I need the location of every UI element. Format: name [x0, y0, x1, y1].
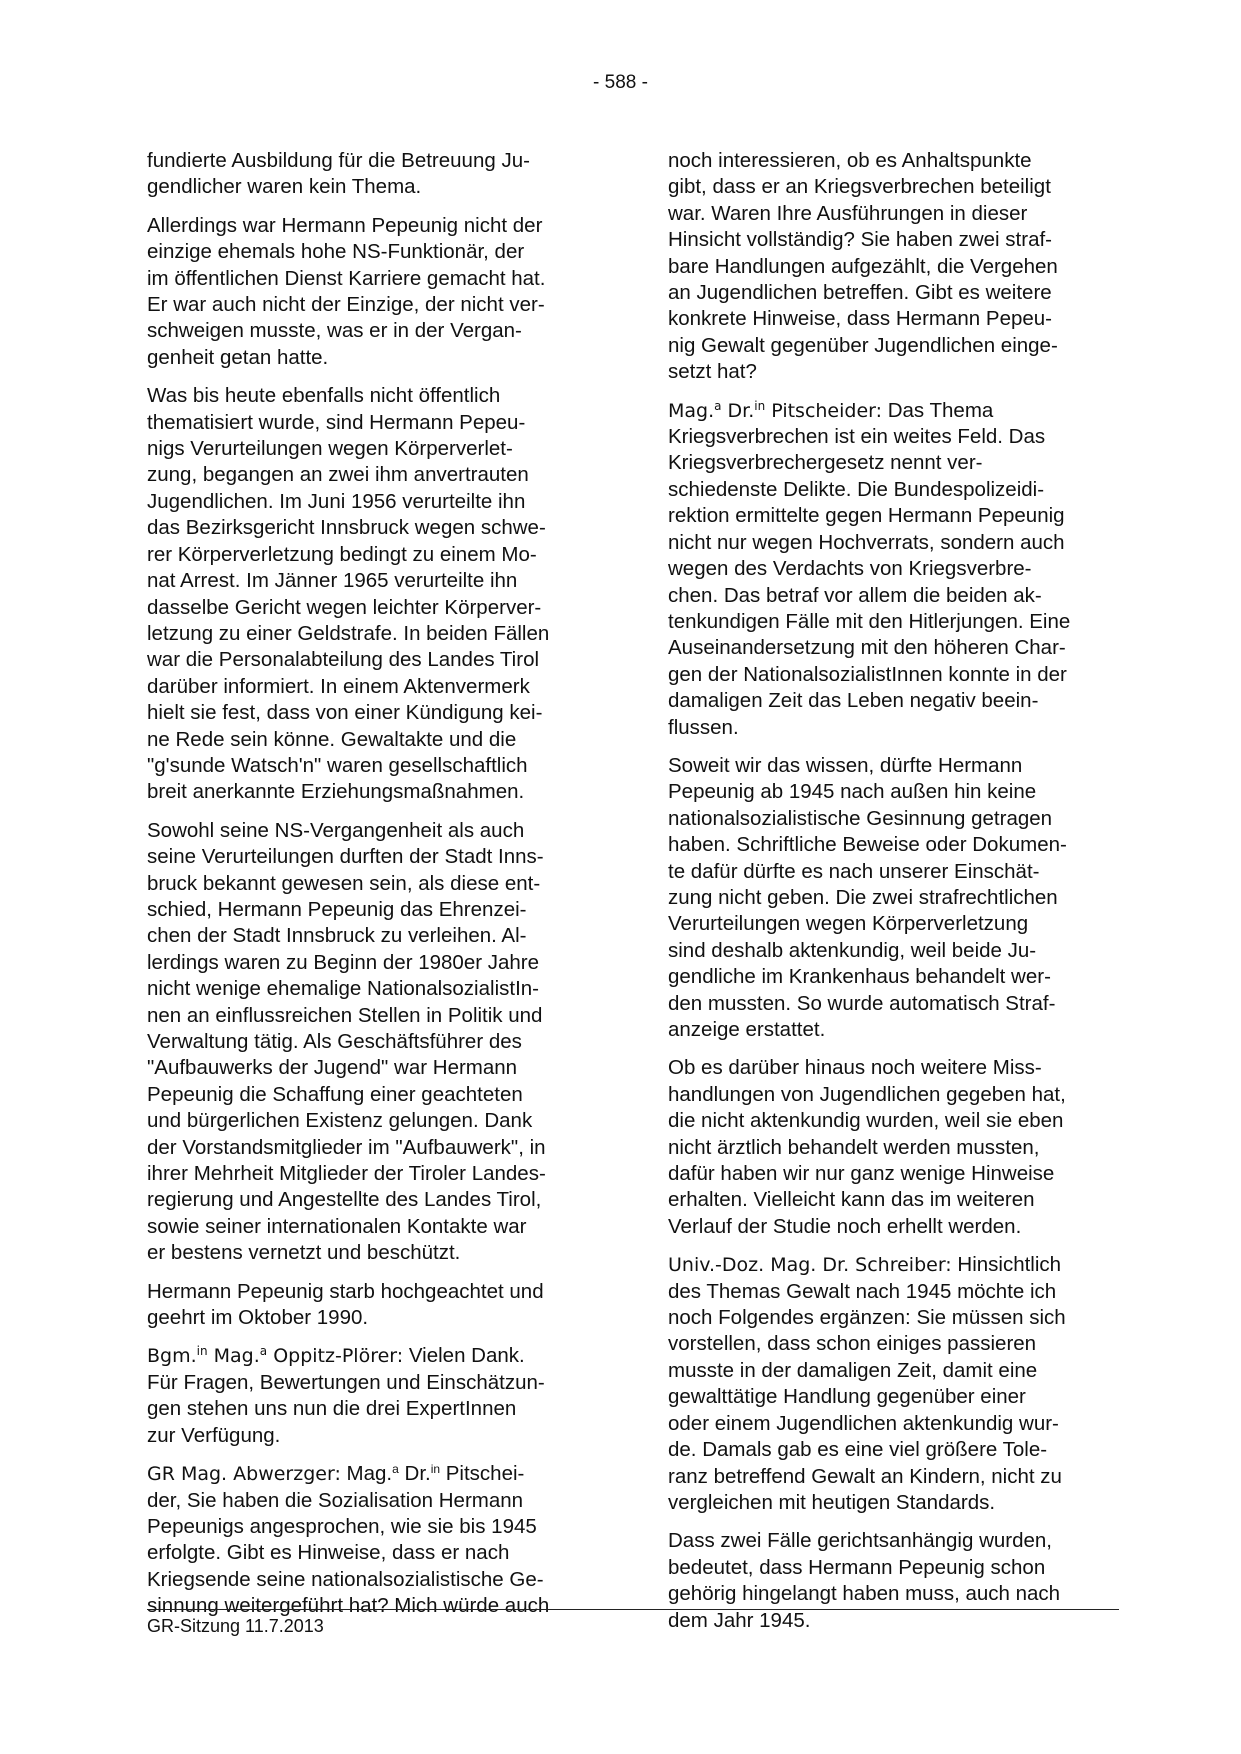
- text-line: anzeige erstattet.: [668, 1018, 826, 1041]
- text-line: Pepeunigs angesprochen, wie sie bis 1945: [147, 1514, 537, 1538]
- text-line: den mussten. So wurde automatisch Straf-: [668, 991, 1056, 1015]
- text-line: thematisiert wurde, sind Hermann Pepeu-: [147, 410, 526, 434]
- text-line: Pepeunig ab 1945 nach außen hin keine: [668, 780, 1037, 804]
- paragraph: [668, 1528, 1118, 1634]
- speaker-name: Univ.-Doz. Mag. Dr. Schreiber:: [668, 1254, 952, 1277]
- speaker-name: GR Mag. Abwerzger:: [147, 1463, 341, 1486]
- text-line: Verlauf der Studie noch erhellt werden.: [668, 1214, 1022, 1238]
- text-line: nicht wenige ehemalige NationalsozialistIn-: [147, 977, 539, 1001]
- text-line: Dass zwei Fälle gerichtsanhängig wurden,: [668, 1529, 1053, 1553]
- text-line: musste in der damaligen Zeit, damit eine: [668, 1358, 1038, 1382]
- text-line: Verwaltung tätig. Als Geschäftsführer des: [147, 1030, 522, 1053]
- text-line: war die Personalabteilung des Landes Tirol: [147, 648, 540, 672]
- text-line: gendlicher waren kein Thema.: [147, 175, 422, 199]
- text-line: gewalttätige Handlung gegenüber einer: [668, 1385, 1026, 1409]
- text-line: haben. Schriftliche Beweise oder Dokumen-: [668, 833, 1067, 857]
- paragraph: [147, 383, 597, 806]
- text-line: ne Rede sein könne. Gewaltakte und die: [147, 727, 517, 751]
- text-line: Kriegsverbrechergesetz nennt ver-: [668, 451, 983, 475]
- text-line: einzige ehemals hohe NS-Funktionär, der: [147, 240, 525, 264]
- speaker-text: Dr.: [721, 399, 755, 422]
- paragraph-text: Vielen Dank.: [403, 1344, 525, 1368]
- speaker-text: Mag.: [207, 1345, 260, 1368]
- text-line: "g'sunde Watsch'n" waren gesellschaftlich: [147, 753, 528, 777]
- text-line: Was bis heute ebenfalls nicht öffentlich: [147, 384, 501, 408]
- text-line: nationalsozialistische Gesinnung getragen: [668, 806, 1053, 830]
- speaker-text: Oppitz-Plörer:: [267, 1345, 404, 1368]
- text-line: Soweit wir das wissen, dürfte Hermann: [668, 753, 1023, 777]
- text-line: oder einem Jugendlichen aktenkundig wur-: [668, 1411, 1059, 1435]
- text-line: vergleichen mit heutigen Standards.: [668, 1490, 996, 1514]
- text-line: chen der Stadt Innsbruck zu verleihen. Al-: [147, 924, 527, 948]
- text-line: sinnung weitergeführt hat? Mich würde auch: [147, 1594, 550, 1618]
- text-line: Sowohl seine NS-Vergangenheit als auch: [147, 818, 525, 842]
- paragraph-lines: [668, 425, 1070, 738]
- paragraph-text: Pitschei-: [440, 1462, 525, 1486]
- footer-session-date: GR-Sitzung 11.7.2013: [147, 1616, 324, 1636]
- text-line: Jugendlichen. Im Juni 1956 verurteilte ihn: [147, 489, 526, 513]
- speaker-text: Mag.: [668, 399, 715, 422]
- text-line: erhalten. Vielleicht kann das im weiteren: [668, 1188, 1035, 1212]
- paragraph: [668, 148, 1118, 386]
- text-line: noch Folgendes ergänzen: Sie müssen sich: [668, 1306, 1066, 1330]
- text-line: te dafür dürfte es nach unserer Einschät-: [668, 859, 1040, 883]
- text-line: dasselbe Gericht wegen leichter Körperver-: [147, 595, 542, 619]
- text-line: bruck bekannt gewesen sein, als diese ent-: [147, 871, 541, 895]
- speaker-text: Bgm.: [147, 1345, 197, 1368]
- text-line: nig Gewalt gegenüber Jugendlichen einge-: [668, 333, 1058, 357]
- text-line: Pepeunig die Schaffung einer geachteten: [147, 1082, 523, 1106]
- text-line: nen an einflussreichen Stellen in Politik und: [147, 1003, 543, 1027]
- page-number: - 588 -: [593, 72, 648, 93]
- text-line: handlungen von Jugendlichen gegeben hat,: [668, 1082, 1066, 1106]
- text-line: darüber informiert. In einem Aktenvermerk: [147, 674, 530, 698]
- paragraph-lines: [147, 1371, 545, 1447]
- text-line: sind deshalb aktenkundig, weil beide Ju-: [668, 938, 1037, 962]
- footer-divider: [147, 1609, 1119, 1610]
- text-line: gibt, dass er an Kriegsverbrechen beteiligt: [668, 175, 1051, 199]
- speaker-paragraph: [668, 398, 1118, 741]
- text-line: fundierte Ausbildung für die Betreuung Ju-: [147, 149, 530, 172]
- paragraph-text: Hinsichtlich: [951, 1253, 1062, 1277]
- text-line: war. Waren Ihre Ausführungen in dieser: [668, 201, 1028, 225]
- text-line: chen. Das betraf vor allem die beiden ak-: [668, 583, 1042, 607]
- text-line: im öffentlichen Dienst Karriere gemacht hat.: [147, 266, 546, 290]
- text-line: setzt hat?: [668, 360, 757, 384]
- superscript: in: [754, 398, 766, 413]
- text-line: ranz betreffend Gewalt an Kindern, nicht zu: [668, 1464, 1062, 1488]
- superscript: in: [196, 1344, 208, 1359]
- text-line: zur Verfügung.: [147, 1423, 281, 1447]
- text-line: Allerdings war Hermann Pepeunig nicht der: [147, 213, 543, 237]
- text-line: bare Handlungen aufgezählt, die Vergehen: [668, 254, 1058, 278]
- text-line: geehrt im Oktober 1990.: [147, 1306, 369, 1330]
- text-line: gen stehen uns nun die drei ExpertInnen: [147, 1397, 517, 1421]
- text-line: breit anerkannte Erziehungsmaßnahmen.: [147, 780, 525, 804]
- right-column: [668, 148, 1118, 1646]
- text-line: nicht nur wegen Hochverrats, sondern auch: [668, 530, 1065, 554]
- paragraph-text: Mag.: [340, 1462, 393, 1486]
- text-line: hielt sie fest, dass von einer Kündigung kei-: [147, 701, 543, 725]
- text-line: Kriegsende seine nationalsozialistische Ge-: [147, 1567, 544, 1591]
- text-line: tenkundigen Fälle mit den Hitlerjungen. Eine: [668, 609, 1071, 633]
- paragraph: [147, 148, 597, 201]
- paragraph: [668, 1055, 1118, 1240]
- text-line: Hinsicht vollständig? Sie haben zwei straf-: [668, 228, 1052, 252]
- text-line: noch interessieren, ob es Anhaltspunkte: [668, 149, 1032, 172]
- text-line: zung nicht geben. Die zwei strafrechtlichen: [668, 885, 1058, 909]
- text-line: schied, Hermann Pepeunig das Ehrenzei-: [147, 897, 527, 921]
- text-line: nigs Verurteilungen wegen Körperverlet-: [147, 437, 513, 461]
- paragraph: [147, 818, 597, 1267]
- text-line: des Themas Gewalt nach 1945 möchte ich: [668, 1279, 1057, 1303]
- speaker-paragraph: [668, 1252, 1118, 1516]
- paragraph-text: Dr.: [398, 1462, 431, 1486]
- text-line: erfolgte. Gibt es Hinweise, dass er nach: [147, 1541, 510, 1565]
- text-line: die nicht aktenkundig wurden, weil sie eben: [668, 1109, 1064, 1133]
- text-line: an Jugendlichen betreffen. Gibt es weitere: [668, 281, 1052, 305]
- text-line: Hermann Pepeunig starb hochgeachtet und: [147, 1279, 544, 1303]
- paragraph-text: Das Thema: [882, 398, 994, 422]
- superscript: a: [392, 1462, 399, 1477]
- text-line: letzung zu einer Geldstrafe. In beiden Fällen: [147, 621, 550, 645]
- text-line: rektion ermittelte gegen Hermann Pepeunig: [668, 504, 1065, 528]
- text-line: der Vorstandsmitglieder im "Aufbauwerk", in: [147, 1135, 546, 1159]
- speaker-text: Pitscheider:: [765, 399, 883, 422]
- text-line: das Bezirksgericht Innsbruck wegen schwe-: [147, 516, 546, 540]
- left-column: [147, 148, 597, 1632]
- text-line: flussen.: [668, 715, 739, 739]
- text-line: vorstellen, dass schon einiges passieren: [668, 1332, 1037, 1356]
- text-line: seine Verurteilungen durften der Stadt Inns-: [147, 845, 544, 869]
- text-line: bedeutet, dass Hermann Pepeunig schon: [668, 1555, 1046, 1579]
- text-line: Verurteilungen wegen Körperverletzung: [668, 912, 1029, 936]
- text-line: schiedenste Delikte. Die Bundespolizeidi-: [668, 477, 1045, 501]
- text-line: sowie seiner internationalen Kontakte war: [147, 1214, 527, 1238]
- text-line: nat Arrest. Im Jänner 1965 verurteilte ihn: [147, 569, 518, 593]
- text-line: und bürgerlichen Existenz gelungen. Dank: [147, 1109, 533, 1133]
- paragraph: [147, 1279, 597, 1332]
- text-line: ihrer Mehrheit Mitglieder der Tiroler Landes-: [147, 1162, 546, 1186]
- text-line: Auseinandersetzung mit den höheren Char-: [668, 636, 1066, 660]
- paragraph: [147, 213, 597, 371]
- speaker-paragraph: [147, 1461, 597, 1619]
- superscript: in: [430, 1462, 441, 1477]
- text-line: wegen des Verdachts von Kriegsverbre-: [668, 557, 1032, 581]
- paragraph-lines: [147, 1489, 549, 1618]
- superscript: a: [714, 398, 722, 413]
- speaker-name: [147, 1345, 403, 1367]
- text-line: konkrete Hinweise, dass Hermann Pepeu-: [668, 307, 1052, 331]
- paragraph-lines: [668, 1280, 1066, 1514]
- text-line: damaligen Zeit das Leben negativ beein-: [668, 689, 1039, 713]
- superscript: a: [259, 1344, 268, 1359]
- text-line: zung, begangen an zwei ihm anvertrauten: [147, 463, 529, 487]
- text-line: gen der NationalsozialistInnen konnte in der: [668, 662, 1067, 686]
- text-line: lerdings waren zu Beginn der 1980er Jahre: [147, 950, 540, 974]
- text-line: dem Jahr 1945.: [668, 1608, 811, 1632]
- text-line: Ob es darüber hinaus noch weitere Miss-: [668, 1056, 1042, 1080]
- text-line: dafür haben wir nur ganz wenige Hinweise: [668, 1162, 1055, 1186]
- text-line: der, Sie haben die Sozialisation Hermann: [147, 1488, 524, 1512]
- text-line: regierung und Angestellte des Landes Tirol,: [147, 1188, 542, 1212]
- text-line: Er war auch nicht der Einzige, der nicht ver-: [147, 293, 545, 317]
- text-line: "Aufbauwerks der Jugend" war Hermann: [147, 1056, 518, 1080]
- text-line: genheit getan hatte.: [147, 345, 329, 369]
- text-line: rer Körperverletzung bedingt zu einem Mo-: [147, 542, 537, 566]
- text-line: schweigen musste, was er in der Vergan-: [147, 319, 522, 343]
- speaker-paragraph: [147, 1343, 597, 1449]
- text-line: gendliche im Krankenhaus behandelt wer-: [668, 965, 1051, 989]
- paragraph: [668, 753, 1118, 1043]
- speaker-name: [668, 400, 882, 422]
- text-line: er bestens vernetzt und beschützt.: [147, 1241, 461, 1265]
- text-line: nicht ärztlich behandelt werden mussten,: [668, 1135, 1040, 1159]
- text-line: gehörig hingelangt haben muss, auch nach: [668, 1582, 1061, 1606]
- text-line: Für Fragen, Bewertungen und Einschätzun-: [147, 1370, 545, 1394]
- text-line: de. Damals gab es eine viel größere Tole-: [668, 1438, 1048, 1462]
- text-line: Kriegsverbrechen ist ein weites Feld. Das: [668, 425, 1046, 449]
